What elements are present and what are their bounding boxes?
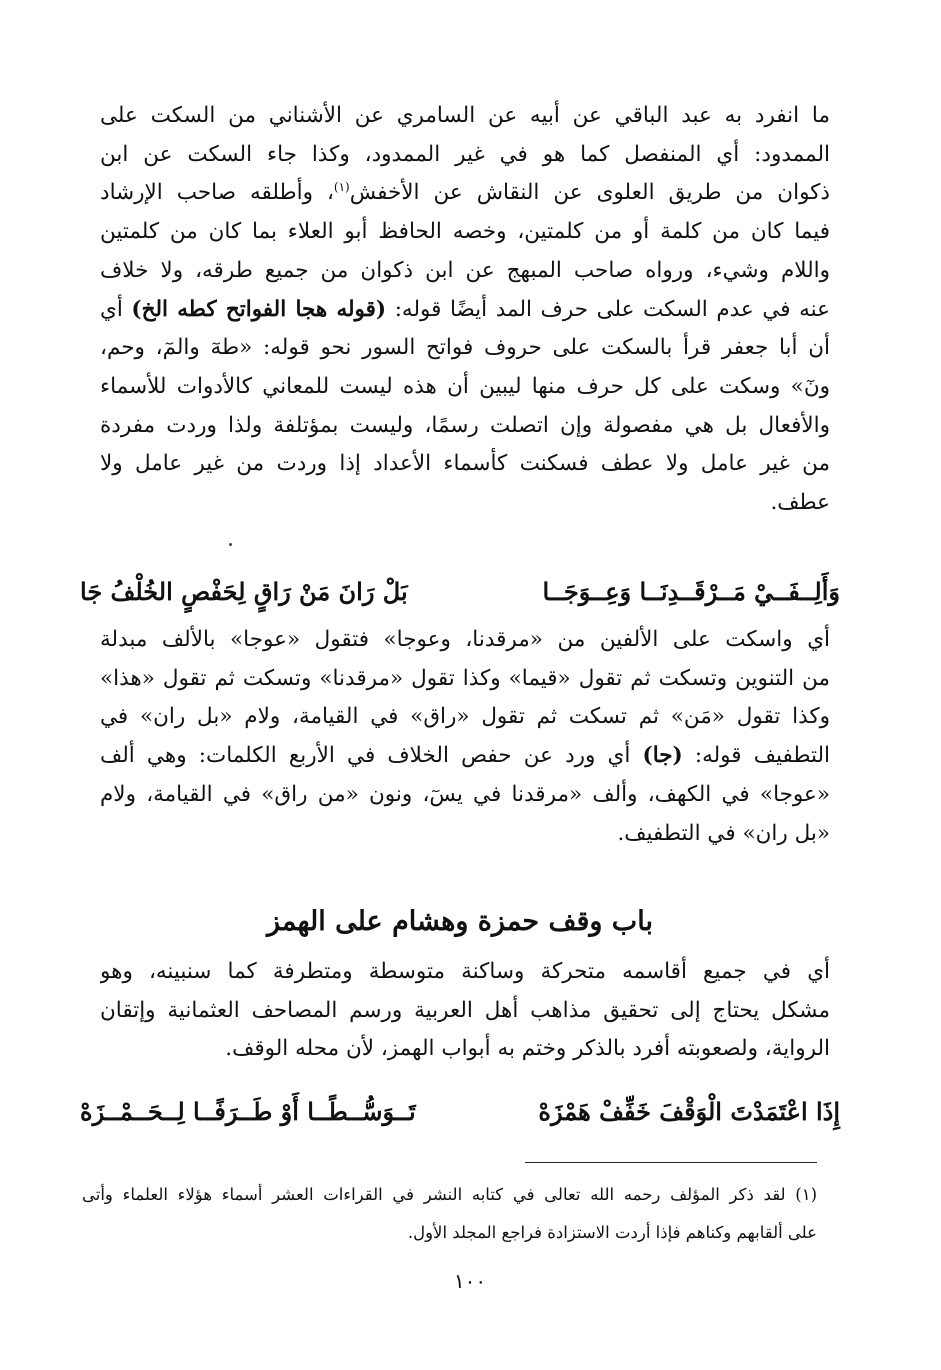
text-line: والأفعال بل هي مفصولة وإن اتصلت رسمًا، وليست بمؤتلفة ولذا وردت مفردة (100, 412, 830, 438)
paragraph-3 (100, 953, 830, 1069)
text-line: مشكل يحتاج إلى تحقيق مذاهب أهل العربية ورسم المصاحف العثمانية وإتقان (100, 997, 830, 1023)
text-line: أي واسكت على الألفين من «مرقدنا، وعوجا» فتقول «عوجا» بالألف مبدلة (100, 627, 830, 652)
verse-hemistich-left: تَــوَسُّــطًــا أَوْ طَــرَفًــا لِــحَــمْــزَهْ (80, 1097, 416, 1126)
verse-hemistich-left: بَلْ رَانَ مَنْ رَاقٍ لِحَفْصٍ الخُلْفُ جَا (80, 577, 408, 606)
text-line: «عوجا» في الكهف، وألف «مرقدنا في يسٓ، ونون «من راق» في القيامة، ولام (100, 781, 830, 807)
footnote-divider (525, 1162, 817, 1163)
paragraph-1 (100, 97, 830, 523)
text-line: أن أبا جعفر قرأ بالسكت على حروف فواتح السور نحو قوله: «طهٓ والمٓ، وحم، (100, 335, 830, 361)
text-line (100, 291, 830, 330)
verse-line-2 (80, 1092, 840, 1132)
paragraph-2 (100, 621, 830, 853)
text-line (100, 737, 830, 776)
text-segment: عنه في عدم السكت على حرف المد أيضًا قوله: (394, 296, 830, 322)
text-segment: أي (100, 296, 123, 322)
verse-hemistich-right: إِذَا اعْتَمَدْتَ الْوَقْفَ خَفِّفْ هَمْزَهْ (538, 1097, 840, 1126)
text-segment: ، وأطلقه صاحب الإرشاد (100, 180, 334, 206)
text-line (100, 174, 830, 213)
text-line: وكذا تقول «مَن» ثم تسكت ثم تقول «راق» في القيامة، ولام «بل ران» في (100, 704, 830, 730)
text-line: ونٓ» وسكت على كل حرف منها ليبين أن هذه ليست للمعاني كالأدوات للأسماء (100, 373, 830, 399)
text-segment: أي ورد عن حفص الخلاف في الأربع الكلمات: وهي ألف (100, 743, 631, 769)
text-line: «بل ران» في التطفيف. (617, 820, 830, 846)
text-line: واللام وشيء، ورواه صاحب المبهج عن ابن ذكوان من جميع طرقه، ولا خلاف (100, 257, 830, 283)
verse-hemistich-right: وَأَلِــفَــيْ مَــرْقَــدِنَــا وَعِــوَجَــا (542, 577, 840, 606)
footnote-reference[interactable]: (١) (333, 180, 350, 195)
ink-speck (229, 543, 232, 546)
text-line: من غير عامل ولا عطف فسكنت كأسماء الأعداد إذا وردت من غير عامل ولا (100, 451, 830, 477)
footnote-line: على ألقابهم وكناهم فإذا أردت الاستزادة فراجع المجلد الأول. (407, 1223, 817, 1242)
text-line: من التنوين وتسكت ثم تقول «قيما» وكذا تقول «مرقدنا» وتسكت ثم تقول «هذا» (100, 665, 830, 691)
bold-quote: (قوله هجا الفواتح كطه الخ) (131, 296, 387, 322)
text-line: ما انفرد به عبد الباقي عن أبيه عن السامري عن الأشناني من السكت على (100, 103, 830, 128)
verse-line-1 (80, 572, 840, 612)
text-segment: التطفيف قوله: (694, 743, 830, 769)
text-line: أي في جميع أقاسمه متحركة وساكنة متوسطة ومتطرفة كما سنبينه، وهو (100, 959, 830, 984)
text-line: عطف. (770, 490, 830, 516)
text-line: فيما كان من كلمة أو من كلمتين، وخصه الحافظ أبو العلاء بما كان من كلمتين (100, 219, 830, 245)
bold-quote: (جا) (642, 743, 683, 769)
text-segment: ذكوان من طريق العلوى عن النقاش عن الأخفش (349, 180, 830, 206)
page-number: ١٠٠ (453, 1269, 487, 1293)
footnote (82, 1176, 817, 1252)
text-line: الرواية، ولصعوبته أفرد بالذكر وختم به أبواب الهمز، لأن محله الوقف. (225, 1036, 830, 1062)
text-line: الممدود: أي المنفصل كما هو في غير الممدود، وكذا جاء السكت عن ابن (100, 141, 830, 167)
footnote-line: (١) لقد ذكر المؤلف رحمه الله تعالى في كتابه النشر في القراءات العشر أسماء هؤلاء العلماء وأتى (82, 1185, 817, 1204)
section-heading: باب وقف حمزة وهشام على الهمز (267, 906, 653, 937)
